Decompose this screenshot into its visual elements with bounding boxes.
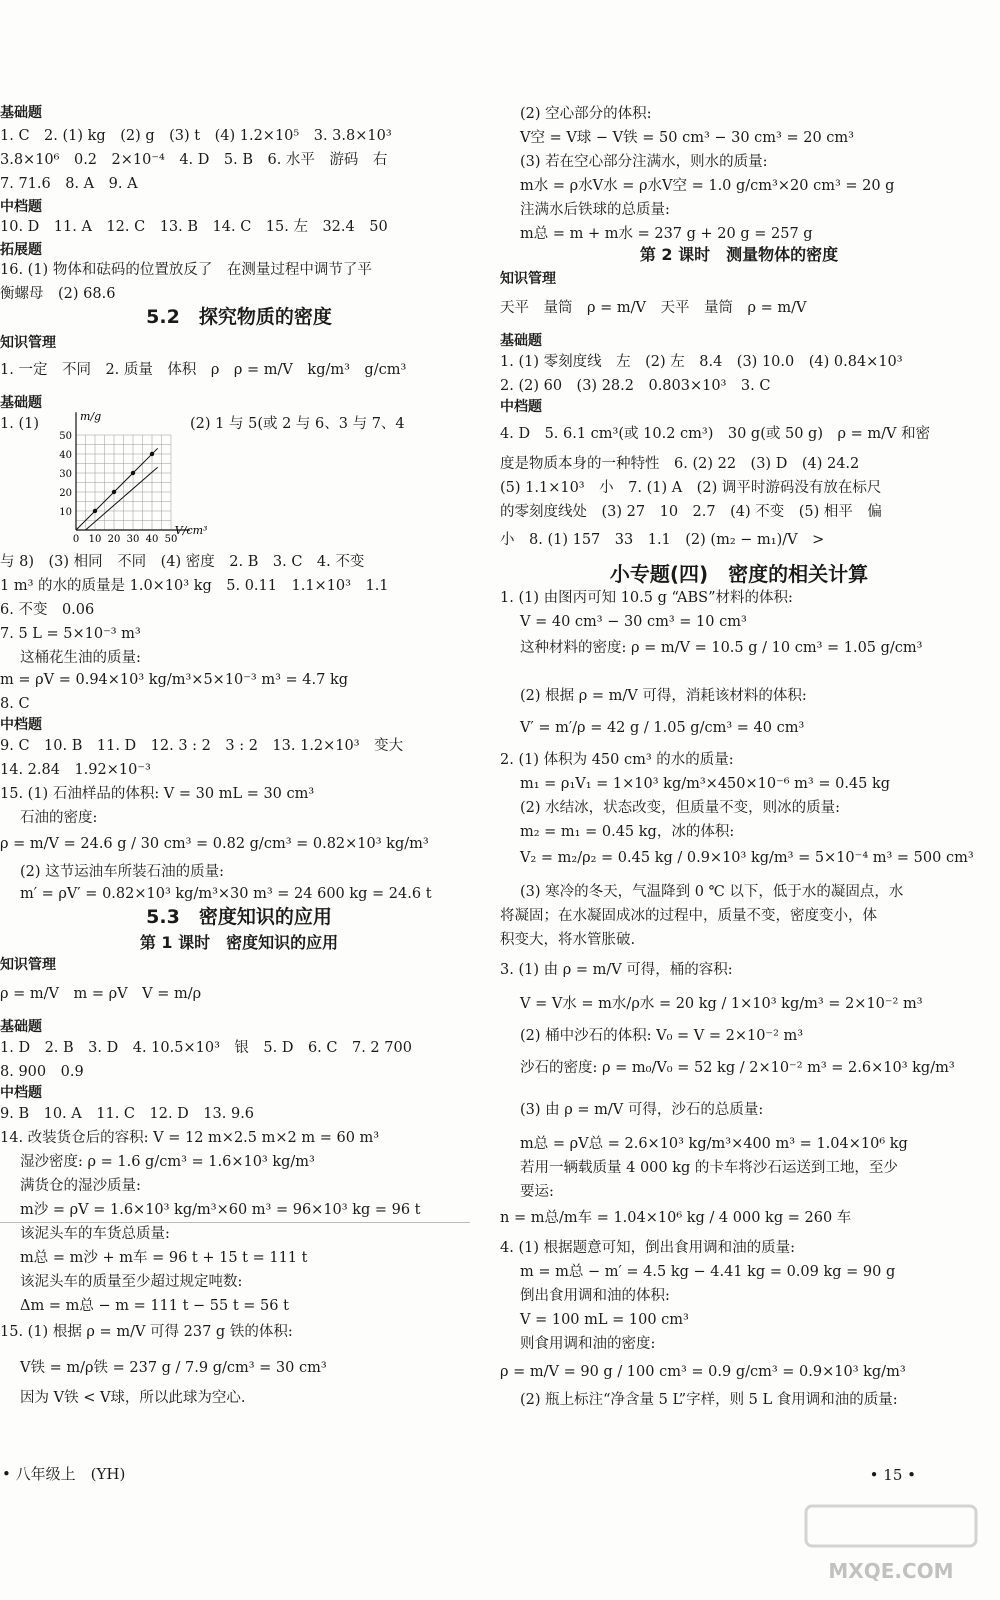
left-heading: 中档题 <box>0 199 42 215</box>
right-text-line: (5) 1.1×10³ 小 7. (1) A (2) 调平时游码没有放在标尺 <box>500 480 882 496</box>
mass-volume-graph <box>46 412 236 552</box>
left-section-title: 第 1 课时 密度知识的应用 <box>139 933 339 952</box>
right-text-line: m水 = ρ水V水 = ρ水V空 = 1.0 g/cm³×20 cm³ = 20 g <box>520 178 895 194</box>
left-text-line: 与 8) (3) 相同 不同 (4) 密度 2. B 3. C 4. 不变 <box>0 554 365 570</box>
x-tick-label: 30 <box>126 534 140 545</box>
right-text-line: m总 = ρV总 = 2.6×10³ kg/m³×400 m³ = 1.04×10⁶ kg <box>520 1136 908 1152</box>
left-text-line: 8. C <box>0 696 30 712</box>
left-text-line: ρ = m/V m = ρV V = m/ρ <box>0 986 202 1002</box>
right-text-line: m总 = m + m水 = 237 g + 20 g = 257 g <box>520 226 813 242</box>
right-text-line: 则食用调和油的密度: <box>520 1336 656 1352</box>
left-text-line: (2) 1 与 5(或 2 与 6、3 与 7、4 <box>190 416 405 432</box>
y-tick-label: 50 <box>59 431 72 442</box>
left-text-line: 石油的密度: <box>20 810 98 826</box>
left-text-line: 16. (1) 物体和砝码的位置放反了 在测量过程中调节了平 <box>0 262 372 278</box>
left-text-line: V铁 = m/ρ铁 = 237 g / 7.9 g/cm³ = 30 cm³ <box>20 1360 327 1376</box>
right-text-line: V = 40 cm³ − 30 cm³ = 10 cm³ <box>520 614 747 630</box>
data-line <box>76 448 158 530</box>
data-point <box>93 509 97 513</box>
right-text-line: 将凝固；在水凝固成冰的过程中，质量不变，密度变小，体 <box>500 908 877 924</box>
left-text-line: 14. 2.84 1.92×10⁻³ <box>0 762 151 778</box>
left-text-line: 衡螺母 (2) 68.6 <box>0 286 116 302</box>
right-text-line: m = m总 − m′ = 4.5 kg − 4.41 kg = 0.09 kg = 90 g <box>520 1264 896 1280</box>
data-point <box>150 452 154 456</box>
left-text-line: 该泥头车的车货总质量: <box>20 1226 170 1242</box>
right-text-line: m₁ = ρ₁V₁ = 1×10³ kg/m³×450×10⁻⁶ m³ = 0.45 kg <box>520 776 891 792</box>
left-heading: 知识管理 <box>0 335 56 351</box>
y-tick-label: 10 <box>59 507 72 518</box>
left-text-line: 7. 71.6 8. A 9. A <box>0 176 138 192</box>
right-text-line: n = m总/m车 = 1.04×10⁶ kg / 4 000 kg = 260 车 <box>500 1210 852 1226</box>
right-text-line: 若用一辆载质量 4 000 kg 的卡车将沙石运送到工地，至少 <box>520 1160 898 1176</box>
left-heading: 基础题 <box>0 395 42 411</box>
footer-grade: • 八年级上 (YH) <box>2 1465 126 1483</box>
right-text-line: 积变大，将水管胀破. <box>500 932 636 948</box>
left-text-line: m′ = ρV′ = 0.82×10³ kg/m³×30 m³ = 24 600 kg = 24.6 t <box>20 886 432 902</box>
left-text-line: (2) 这节运油车所装石油的质量: <box>20 864 225 880</box>
right-section-title: 第 2 课时 测量物体的密度 <box>639 245 839 264</box>
right-text-line: 2. (1) 体积为 450 cm³ 的水的质量: <box>500 752 734 768</box>
data-point <box>131 471 135 475</box>
right-text-line: (3) 由 ρ = m/V 可得，沙石的总质量: <box>520 1102 764 1118</box>
left-text-line: m沙 = ρV = 1.6×10³ kg/m³×60 m³ = 96×10³ kg = 96 t <box>20 1202 421 1218</box>
left-text-line: m总 = m沙 + m车 = 96 t + 15 t = 111 t <box>20 1250 308 1266</box>
y-tick-label: 20 <box>59 488 72 499</box>
left-text-line: 14. 改装货仓后的容积: V = 12 m×2.5 m×2 m = 60 m³ <box>0 1130 380 1146</box>
x-tick-label: 20 <box>107 534 121 545</box>
right-text-line: (2) 桶中沙石的体积: V₀ = V = 2×10⁻² m³ <box>520 1028 804 1044</box>
left-heading: 中档题 <box>0 717 42 733</box>
right-text-line: m₂ = m₁ = 0.45 kg，冰的体积: <box>520 824 735 840</box>
left-text-line: 1. 一定 不同 2. 质量 体积 ρ ρ = m/V kg/m³ g/cm³ <box>0 362 407 378</box>
left-section-title: 5.3 密度知识的应用 <box>146 906 332 928</box>
right-text-line: 4. (1) 根据题意可知，倒出食用调和油的质量: <box>500 1240 795 1256</box>
right-heading: 中档题 <box>500 399 542 415</box>
left-text-line: 湿沙密度: ρ = 1.6 g/cm³ = 1.6×10³ kg/m³ <box>20 1154 315 1170</box>
left-heading: 基础题 <box>0 105 42 121</box>
right-text-line: 要运: <box>520 1184 554 1200</box>
right-text-line: 这种材料的密度: ρ = m/V = 10.5 g / 10 cm³ = 1.05 g/cm³ <box>520 640 923 656</box>
right-text-line: 注满水后铁球的总质量: <box>520 202 670 218</box>
x-tick-label: 10 <box>88 534 102 545</box>
right-text-line: 的零刻度线处 (3) 27 10 2.7 (4) 不变 (5) 相平 偏 <box>500 504 882 520</box>
watermark-text: MXQE.COM <box>828 1559 954 1583</box>
left-heading: 拓展题 <box>0 242 42 258</box>
right-text-line: 1. (1) 零刻度线 左 (2) 左 8.4 (3) 10.0 (4) 0.84×10³ <box>500 354 903 370</box>
right-text-line: (3) 若在空心部分注满水，则水的质量: <box>520 154 768 170</box>
divider-line <box>0 1222 470 1223</box>
y-tick-label: 40 <box>59 450 72 461</box>
right-text-line: 2. (2) 60 (3) 28.2 0.803×10³ 3. C <box>500 378 771 394</box>
left-text-line: 3.8×10⁶ 0.2 2×10⁻⁴ 4. D 5. B 6. 水平 游码 右 <box>0 152 388 168</box>
y-axis-label: m/g <box>80 412 102 424</box>
left-text-line: 9. C 10. B 11. D 12. 3 : 2 3 : 2 13. 1.2×10³ 变大 <box>0 738 404 754</box>
left-text-line: 8. 900 0.9 <box>0 1064 84 1080</box>
x-axis-label: V/cm³ <box>174 524 208 537</box>
left-text-line: 1 m³ 的水的质量是 1.0×10³ kg 5. 0.11 1.1×10³ 1.1 <box>0 578 389 594</box>
right-text-line: 小 8. (1) 157 33 1.1 (2) (m₂ − m₁)/V > <box>500 532 825 548</box>
left-text-line: 这桶花生油的质量: <box>20 650 141 666</box>
left-text-line: 6. 不变 0.06 <box>0 602 95 618</box>
left-text-line: 15. (1) 石油样品的体积: V = 30 mL = 30 cm³ <box>0 786 315 802</box>
right-text-line: 倒出食用调和油的体积: <box>520 1288 670 1304</box>
left-text-line: 7. 5 L = 5×10⁻³ m³ <box>0 626 141 642</box>
right-text-line: 天平 量筒 ρ = m/V 天平 量筒 ρ = m/V <box>500 300 807 316</box>
left-text-line: 1. C 2. (1) kg (2) g (3) t (4) 1.2×10⁵ 3. 3.8×10³ <box>0 128 392 144</box>
right-text-line: 沙石的密度: ρ = m₀/V₀ = 52 kg / 2×10⁻² m³ = 2.6×10³ kg/m³ <box>520 1060 955 1076</box>
left-heading: 中档题 <box>0 1085 42 1101</box>
right-text-line: (2) 根据 ρ = m/V 可得，消耗该材料的体积: <box>520 688 807 704</box>
right-text-line: V = 100 mL = 100 cm³ <box>520 1312 689 1328</box>
right-text-line: (2) 水结冰，状态改变，但质量不变，则冰的质量: <box>520 800 841 816</box>
left-text-line: Δm = m总 − m = 111 t − 55 t = 56 t <box>20 1298 289 1314</box>
right-heading: 知识管理 <box>500 271 556 287</box>
right-heading: 基础题 <box>500 333 542 349</box>
data-point <box>112 490 116 494</box>
left-text-line: ρ = m/V = 24.6 g / 30 cm³ = 0.82 g/cm³ = 0.82×10³ kg/m³ <box>0 836 429 852</box>
left-heading: 知识管理 <box>0 957 56 973</box>
right-text-line: V′ = m′/ρ = 42 g / 1.05 g/cm³ = 40 cm³ <box>520 720 805 736</box>
right-text-line: V = V水 = m水/ρ水 = 20 kg / 1×10³ kg/m³ = 2×10⁻² m³ <box>520 996 923 1012</box>
right-text-line: (2) 空心部分的体积: <box>520 106 652 122</box>
left-section-title: 5.2 探究物质的密度 <box>146 306 332 328</box>
right-text-line: ρ = m/V = 90 g / 100 cm³ = 0.9 g/cm³ = 0.9×10³ kg/m³ <box>500 1364 906 1380</box>
left-heading: 基础题 <box>0 1019 42 1035</box>
right-text-line: 度是物质本身的一种特性 6. (2) 22 (3) D (4) 24.2 <box>500 456 860 472</box>
right-text-line: V空 = V球 − V铁 = 50 cm³ − 30 cm³ = 20 cm³ <box>520 130 854 146</box>
right-text-line: (2) 瓶上标注“净含量 5 L”字样，则 5 L 食用调和油的质量: <box>520 1392 898 1408</box>
left-text-line: 10. D 11. A 12. C 13. B 14. C 15. 左 32.4 50 <box>0 219 388 235</box>
right-text-line: 4. D 5. 6.1 cm³(或 10.2 cm³) 30 g(或 50 g) ρ = m/V 和密 <box>500 426 931 442</box>
right-text-line: 1. (1) 由图丙可知 10.5 g “ABS”材料的体积: <box>500 590 793 606</box>
right-text-line: 3. (1) 由 ρ = m/V 可得，桶的容积: <box>500 962 733 978</box>
watermark-logo <box>796 1502 986 1588</box>
x-tick-label: 50 <box>164 534 178 545</box>
left-text-line: 1. (1) <box>0 416 39 432</box>
left-text-line: 满货仓的湿沙质量: <box>20 1178 141 1194</box>
left-text-line: 1. D 2. B 3. D 4. 10.5×10³ 银 5. D 6. C 7. 2 700 <box>0 1040 412 1056</box>
x-tick-label: 0 <box>72 534 80 545</box>
left-text-line: 因为 V铁 < V球，所以此球为空心. <box>20 1390 246 1406</box>
right-section-title: 小专题(四) 密度的相关计算 <box>609 562 869 586</box>
x-tick-label: 40 <box>145 534 159 545</box>
y-tick-label: 30 <box>59 469 72 480</box>
left-text-line: m = ρV = 0.94×10³ kg/m³×5×10⁻³ m³ = 4.7 kg <box>0 672 349 688</box>
page-number: • 15 • <box>869 1466 916 1484</box>
right-text-line: V₂ = m₂/ρ₂ = 0.45 kg / 0.9×10³ kg/m³ = 5×10⁻⁴ m³ = 500 cm³ <box>520 850 974 866</box>
left-text-line: 该泥头车的质量至少超过规定吨数: <box>20 1274 243 1290</box>
right-text-line: (3) 寒冷的冬天，气温降到 0 ℃ 以下，低于水的凝固点，水 <box>520 884 904 900</box>
left-text-line: 15. (1) 根据 ρ = m/V 可得 237 g 铁的体积: <box>0 1324 293 1340</box>
left-text-line: 9. B 10. A 11. C 12. D 13. 9.6 <box>0 1106 255 1122</box>
